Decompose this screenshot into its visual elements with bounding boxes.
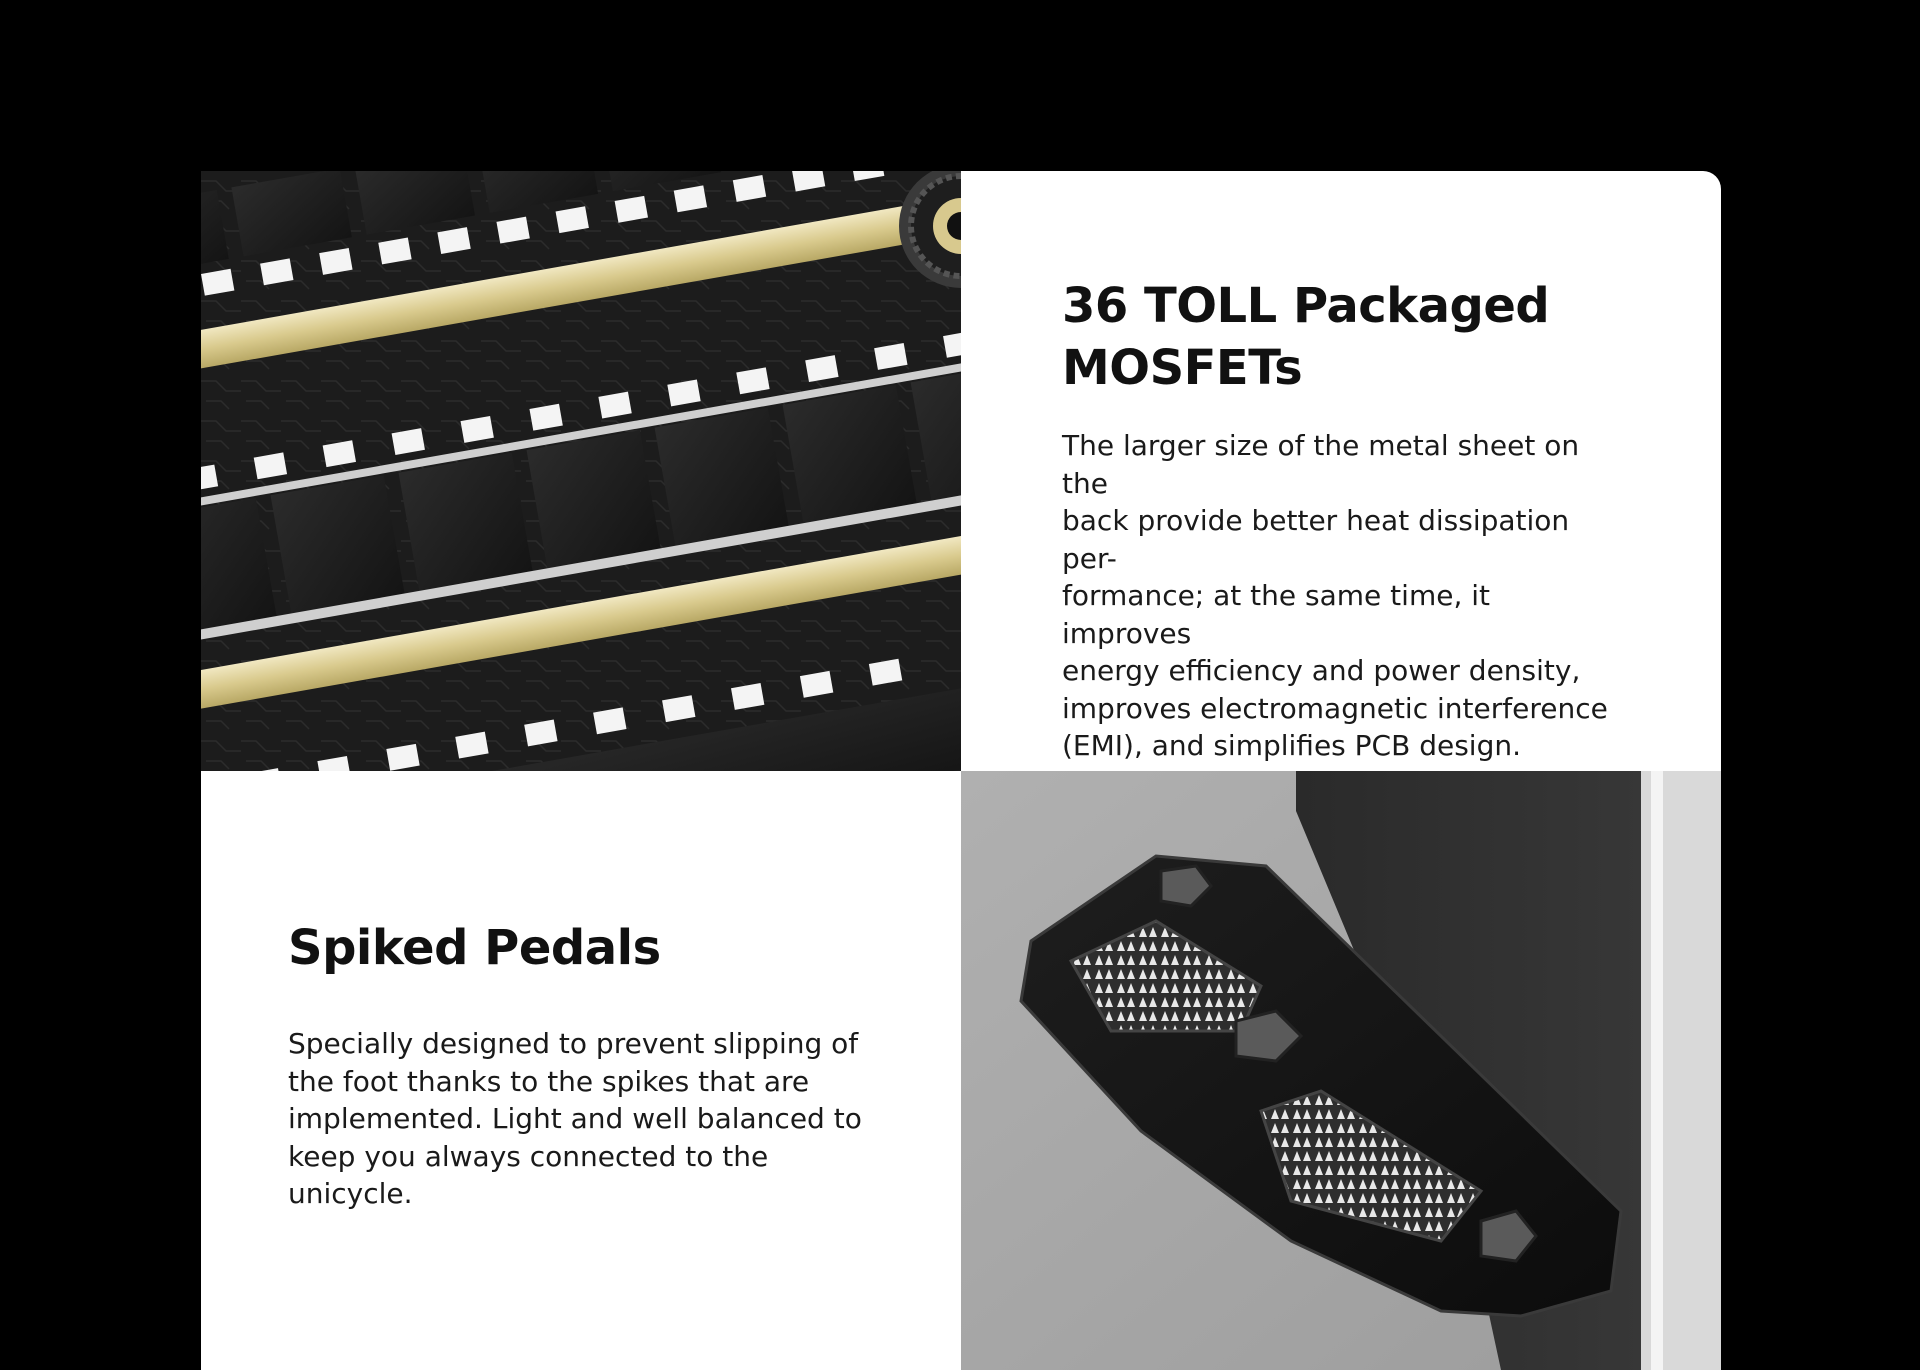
feature-grid: [201, 171, 1721, 1370]
mosfet-image: [201, 171, 961, 771]
mosfet-description: The larger size of the metal sheet on the back provide better heat dissipation per- formance; at the same time, it improves energy efficiency and power density, improves electromagnetic interference (EMI), and simplifies PCB design.: [1062, 429, 1608, 762]
pedal-image: [961, 771, 1721, 1370]
pedal-illustration: [961, 771, 1721, 1370]
pedals-description: Specially designed to prevent slipping of the foot thanks to the spikes that are implemented. Light and well balanced to keep you always connected to the unicycle.: [288, 1027, 862, 1210]
pcb-illustration: [201, 171, 961, 771]
mosfet-heading: 36 TOLL Packaged MOSFETs: [1062, 278, 1550, 396]
pedals-text-panel: [201, 771, 961, 1370]
mosfet-text-panel: [961, 171, 1721, 771]
pedals-heading: Spiked Pedals: [288, 920, 661, 976]
